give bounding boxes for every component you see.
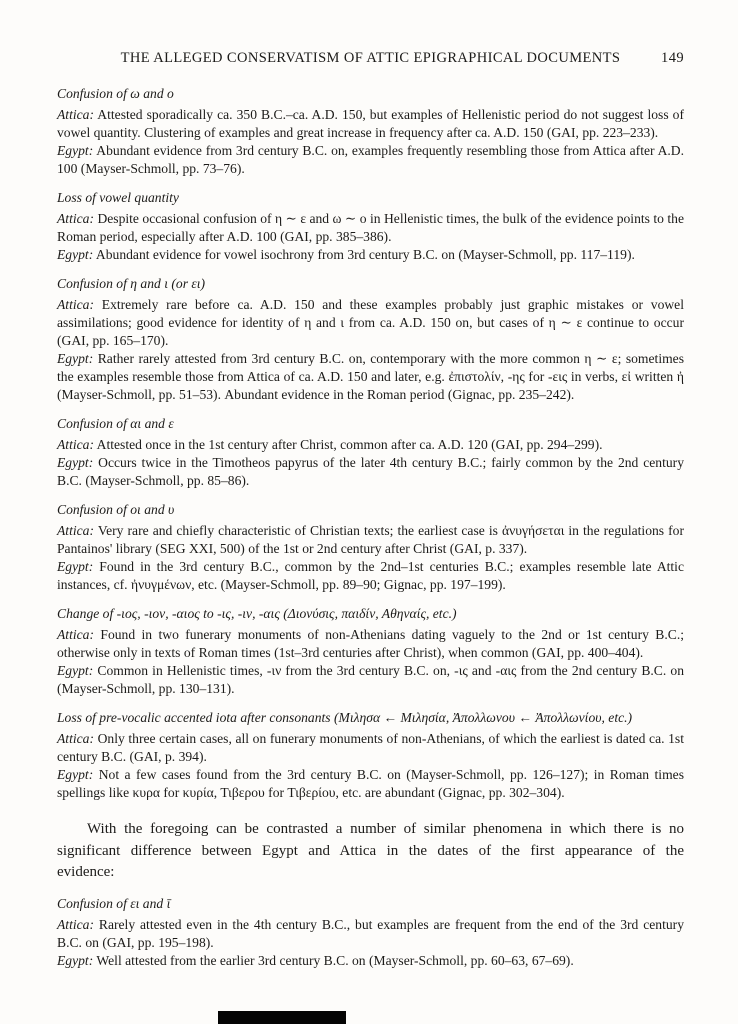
- section-heading: Confusion of ει and ῑ: [57, 895, 171, 911]
- section-heading: Loss of pre-vocalic accented iota after consonants (Μιλησα ← Μιλησία, Ἀπολλωνου ← Ἀπολλωνίου, etc.): [57, 710, 633, 725]
- survey-section: [57, 895, 684, 970]
- survey-section-list: [57, 85, 684, 802]
- survey-section: [57, 189, 684, 264]
- scan-artifact-bar: [218, 1011, 346, 1024]
- survey-entry: [57, 350, 684, 404]
- entry-text: Abundant evidence from 3rd century B.C. on, examples frequently resembling those from Attica after A.D. 100 (Mayser-Schmoll, pp. 73–76).: [57, 143, 684, 176]
- section-heading: Confusion of αι and ε: [57, 416, 174, 431]
- contrast-paragraph: With the foregoing can be contrasted a number of similar phenomena in which there is no significant difference between Egypt and Attica in the dates of the first appearance of the evidence:: [57, 821, 684, 880]
- survey-entry: [57, 730, 684, 766]
- entry-label: Attica:: [57, 107, 94, 122]
- entry-text: Despite occasional confusion of η ∼ ε and ω ∼ o in Hellenistic times, the bulk of the evidence points to the Roman period, especially after A.D. 100 (GAI, pp. 385–386).: [57, 211, 684, 244]
- survey-entry: [57, 106, 684, 142]
- survey-entry: [57, 952, 684, 970]
- entry-label: Attica:: [57, 731, 94, 746]
- survey-section: [57, 85, 684, 178]
- entry-label: Attica:: [57, 523, 94, 538]
- survey-entry: [57, 296, 684, 350]
- entry-label: Egypt:: [57, 952, 94, 968]
- entry-text: Very rare and chiefly characteristic of Christian texts; the earliest case is ἀνυγήσεται in the regulations for Pantainos' library (SEG XXI, 500) of the 1st or 2nd century after Christ (GAI, p. 337).: [57, 523, 684, 556]
- survey-entry: [57, 246, 684, 264]
- entry-text: Found in two funerary monuments of non-Athenians dating vaguely to the 2nd or 1st century B.C.; otherwise only in texts of Roman times (1st–3rd centuries after Christ), when common (GAI, pp. 400–404).: [57, 627, 684, 660]
- survey-section: [57, 415, 684, 490]
- page-header: [57, 50, 684, 67]
- entry-label: Attica:: [57, 437, 94, 452]
- survey-entry: [57, 142, 684, 178]
- entry-text: Occurs twice in the Timotheos papyrus of the later 4th century B.C.; fairly common by the 2nd century B.C. (Mayser-Schmoll, pp. 85–86).: [57, 455, 684, 488]
- entry-label: Egypt:: [57, 663, 94, 678]
- entry-label: Egypt:: [57, 455, 94, 470]
- entry-label: Egypt:: [57, 559, 94, 574]
- entry-label: Egypt:: [57, 767, 94, 782]
- survey-entry: [57, 454, 684, 490]
- survey-section: [57, 501, 684, 594]
- entry-text: Extremely rare before ca. A.D. 150 and these examples probably just graphic mistakes or vowel assimilations; good evidence for identity of η and ι from ca. A.D. 150 on, but cases of η ∼ ε continue to occur (GAI, pp. 165–170).: [57, 297, 684, 348]
- survey-entry: [57, 916, 684, 952]
- entry-label: Attica:: [57, 627, 94, 642]
- entry-text: Not a few cases found from the 3rd century B.C. on (Mayser-Schmoll, pp. 126–127); in Roman times spellings like κυρα for κυρία, Τιβερου for Τιβερίου, etc. are abundant (Gignac, pp. 302–304).: [57, 767, 684, 800]
- section-heading: Loss of vowel quantity: [57, 190, 179, 205]
- survey-entry: [57, 626, 684, 662]
- entry-label: Egypt:: [57, 143, 94, 158]
- entry-label: Attica:: [57, 297, 94, 312]
- entry-label: Attica:: [57, 211, 94, 226]
- survey-entry: [57, 558, 684, 594]
- entry-label: Attica:: [57, 916, 94, 932]
- survey-entry: [57, 436, 684, 454]
- entry-label: Egypt:: [57, 351, 94, 366]
- entry-text: Rather rarely attested from 3rd century B.C. on, contemporary with the more common η ∼ ε; sometimes the examples resemble those from Attica of ca. A.D. 150 and later, e.g. ἐπιστολίν, -ης for -εις in verbs, εἰ written ἠ (Mayser-Schmoll, pp. 51–53). Abundant evidence in the Roman period (Gignac, pp. 235–242).: [57, 351, 684, 402]
- page-number: 149: [661, 50, 684, 66]
- survey-entry: [57, 662, 684, 698]
- entry-text: Only three certain cases, all on funerary monuments of non-Athenians, of which the earliest is dated ca. 1st century B.C. (GAI, p. 394).: [57, 731, 684, 764]
- section-heading: Change of -ιος, -ιον, -αιος to -ις, -ιν, -αις (Διονύσις, παιδίν, Αθηναίς, etc.): [57, 606, 457, 621]
- survey-entry: [57, 522, 684, 558]
- survey-section: [57, 275, 684, 404]
- survey-entry: [57, 210, 684, 246]
- survey-section: [57, 605, 684, 698]
- entry-text: Attested once in the 1st century after Christ, common after ca. A.D. 120 (GAI, pp. 294–299).: [96, 437, 603, 452]
- running-title: THE ALLEGED CONSERVATISM OF ATTIC EPIGRAPHICAL DOCUMENTS: [120, 50, 621, 66]
- section-heading: Confusion of η and ι (or ει): [57, 276, 206, 291]
- entry-text: Rarely attested even in the 4th century B.C., but examples are frequent from the end of the 3rd century B.C. on (GAI, pp. 195–198).: [57, 916, 684, 950]
- entry-text: Found in the 3rd century B.C., common by the 2nd–1st centuries B.C.; examples resemble late Attic instances, cf. ἠνυγμένων, etc. (Mayser-Schmoll, pp. 89–90; Gignac, pp. 197–199).: [57, 559, 684, 592]
- entry-label: Egypt:: [57, 247, 94, 262]
- entry-text: Well attested from the earlier 3rd century B.C. on (Mayser-Schmoll, pp. 60–63, 67–69).: [96, 952, 574, 968]
- section-heading: Confusion of ω and o: [57, 86, 174, 101]
- entry-text: Common in Hellenistic times, -ιν from the 3rd century B.C. on, -ις and -αις from the 2nd century B.C. on (Mayser-Schmoll, pp. 130–131).: [57, 663, 684, 696]
- contrast-section-list: [57, 895, 684, 970]
- entry-text: Attested sporadically ca. 350 B.C.–ca. A.D. 150, but examples of Hellenistic period do not suggest loss of vowel quantity. Clustering of examples and great increase in frequency after ca. A.D. 150 (GAI, pp. 223–233).: [57, 107, 685, 140]
- survey-section: [57, 709, 684, 802]
- survey-entry: [57, 766, 684, 802]
- section-heading: Confusion of οι and υ: [57, 502, 175, 517]
- entry-text: Abundant evidence for vowel isochrony from 3rd century B.C. on (Mayser-Schmoll, pp. 117–119).: [95, 247, 635, 262]
